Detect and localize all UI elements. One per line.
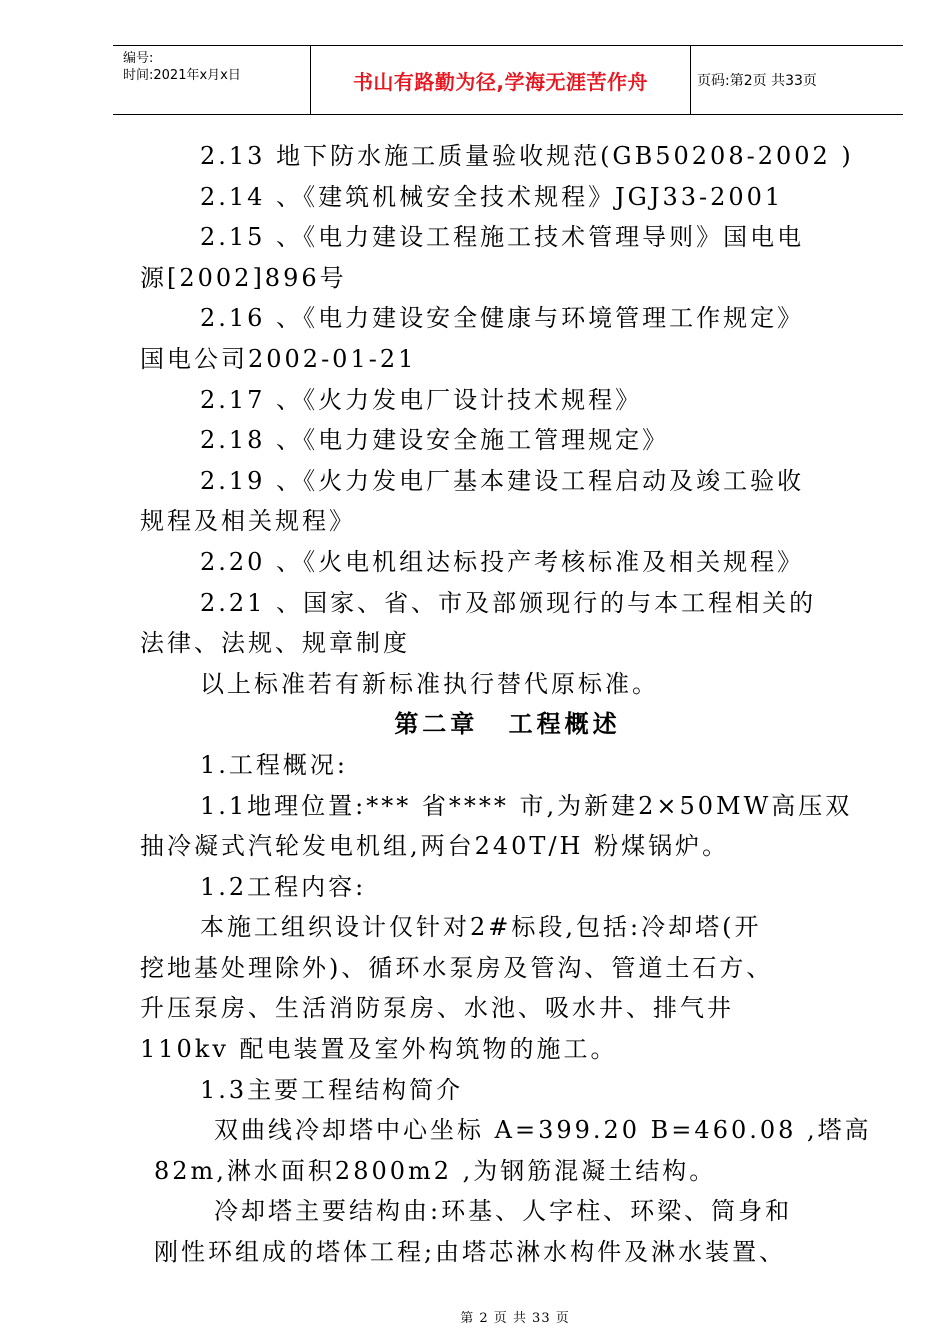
- text-line: 双曲线冷却塔中心坐标 A=399.20 B=460.08 ,塔高: [214, 1116, 872, 1145]
- text-line: 国电公司2002-01-21: [140, 344, 417, 373]
- text-line: 规程及相关规程》: [140, 507, 356, 536]
- text-line: 挖地基处理除外)、循环水泵房及管沟、管道土石方、: [140, 953, 774, 982]
- text-line: 1.3主要工程结构简介: [200, 1075, 464, 1104]
- text-line: 以上标准若有新标准执行替代原标准。: [200, 669, 659, 698]
- text-line: 升压泵房、生活消防泵房、水池、吸水井、排气井: [140, 994, 734, 1023]
- text-line: 1.1地理位置:*** 省**** 市,为新建2×50MW高压双: [200, 791, 853, 820]
- text-line: 1.2工程内容:: [200, 872, 367, 901]
- text-line: 刚性环组成的塔体工程;由塔芯淋水构件及淋水装置、: [154, 1238, 787, 1267]
- text-line: 冷却塔主要结构由:环基、人字柱、环梁、筒身和: [214, 1197, 793, 1226]
- header-meta: [113, 46, 311, 114]
- number-label: 编号:: [123, 51, 154, 66]
- time-label: 时间:2021年x月x日: [123, 68, 241, 83]
- text-line: 2.21 、国家、省、市及部颁现行的与本工程相关的: [200, 588, 817, 617]
- text-line: 1.工程概况:: [200, 750, 348, 779]
- chapter-heading: 第二章 工程概述: [394, 710, 621, 739]
- text-line: 2.18 、《电力建设安全施工管理规定》: [200, 426, 670, 455]
- page-footer: 第 2 页 共 33 页: [460, 1311, 570, 1326]
- document-body: [140, 136, 875, 1273]
- text-line: 110kv 配电装置及室外构筑物的施工。: [140, 1035, 618, 1064]
- text-line: 2.14 、《建筑机械安全技术规程》JGJ33-2001: [200, 182, 784, 211]
- text-line: 2.17 、《火力发电厂设计技术规程》: [200, 385, 643, 414]
- text-line: 2.19 、《火力发电厂基本建设工程启动及竣工验收: [200, 466, 805, 495]
- text-line: 法律、法规、规章制度: [140, 629, 410, 658]
- text-line: 82m,淋水面积2800m2 ,为钢筋混凝土结构。: [154, 1156, 717, 1185]
- header-page-info: 页码:第2页 共33页: [697, 73, 817, 89]
- text-line: 2.13 地下防水施工质量验收规范(GB50208-2002 ): [200, 142, 854, 170]
- text-line: 抽冷凝式汽轮发电机组,两台240T/H 粉煤锅炉。: [140, 832, 730, 861]
- header-motto: 书山有路勤为径,学海无涯苦作舟: [311, 46, 691, 114]
- text-line: 2.15 、《电力建设工程施工技术管理导则》国电电: [200, 223, 805, 252]
- text-line: 源[2002]896号: [140, 263, 347, 292]
- text-line: 2.16 、《电力建设安全健康与环境管理工作规定》: [200, 304, 805, 333]
- text-line: 本施工组织设计仅针对2#标段,包括:冷却塔(开: [200, 913, 762, 942]
- text-line: 2.20 、《火电机组达标投产考核标准及相关规程》: [200, 547, 805, 576]
- page-header: [113, 45, 903, 115]
